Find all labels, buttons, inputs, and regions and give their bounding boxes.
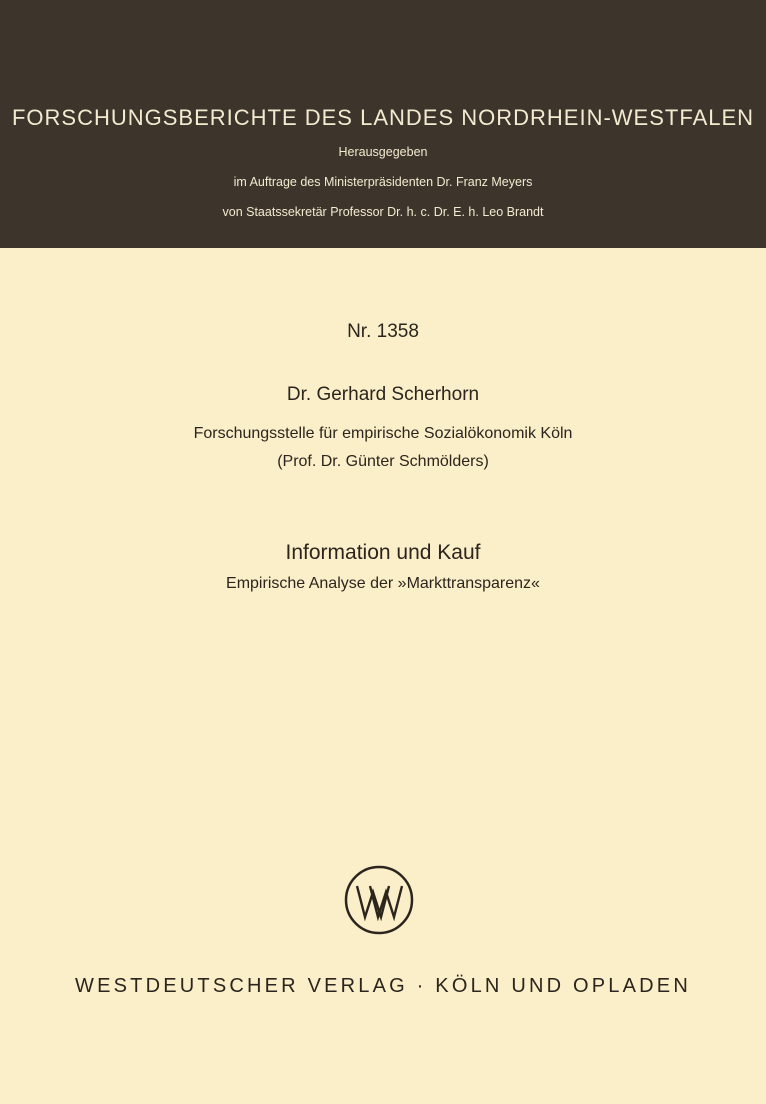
publisher-imprint: WESTDEUTSCHER VERLAG · KÖLN UND OPLADEN	[75, 975, 691, 997]
book-subtitle: Empirische Analyse der »Markttransparenz«	[226, 575, 540, 592]
editor-line-3: von Staatssekretär Professor Dr. h. c. Dr. E. h. Leo Brandt	[222, 205, 544, 219]
editor-line-2: im Auftrage des Ministerpräsidenten Dr. Franz Meyers	[233, 175, 533, 189]
series-header-band	[0, 0, 766, 248]
institution-director: (Prof. Dr. Günter Schmölders)	[277, 453, 489, 470]
author-name: Dr. Gerhard Scherhorn	[286, 384, 480, 405]
book-title: Information und Kauf	[285, 541, 481, 564]
series-title: FORSCHUNGSBERICHTE DES LANDES NORDRHEIN-WESTFALEN	[11, 105, 755, 130]
institution: Forschungsstelle für empirische Sozialökonomik Köln	[193, 425, 573, 442]
publisher-logo-icon	[344, 865, 414, 935]
volume-number: Nr. 1358	[347, 321, 419, 342]
editor-line-1: Herausgegeben	[338, 145, 428, 159]
